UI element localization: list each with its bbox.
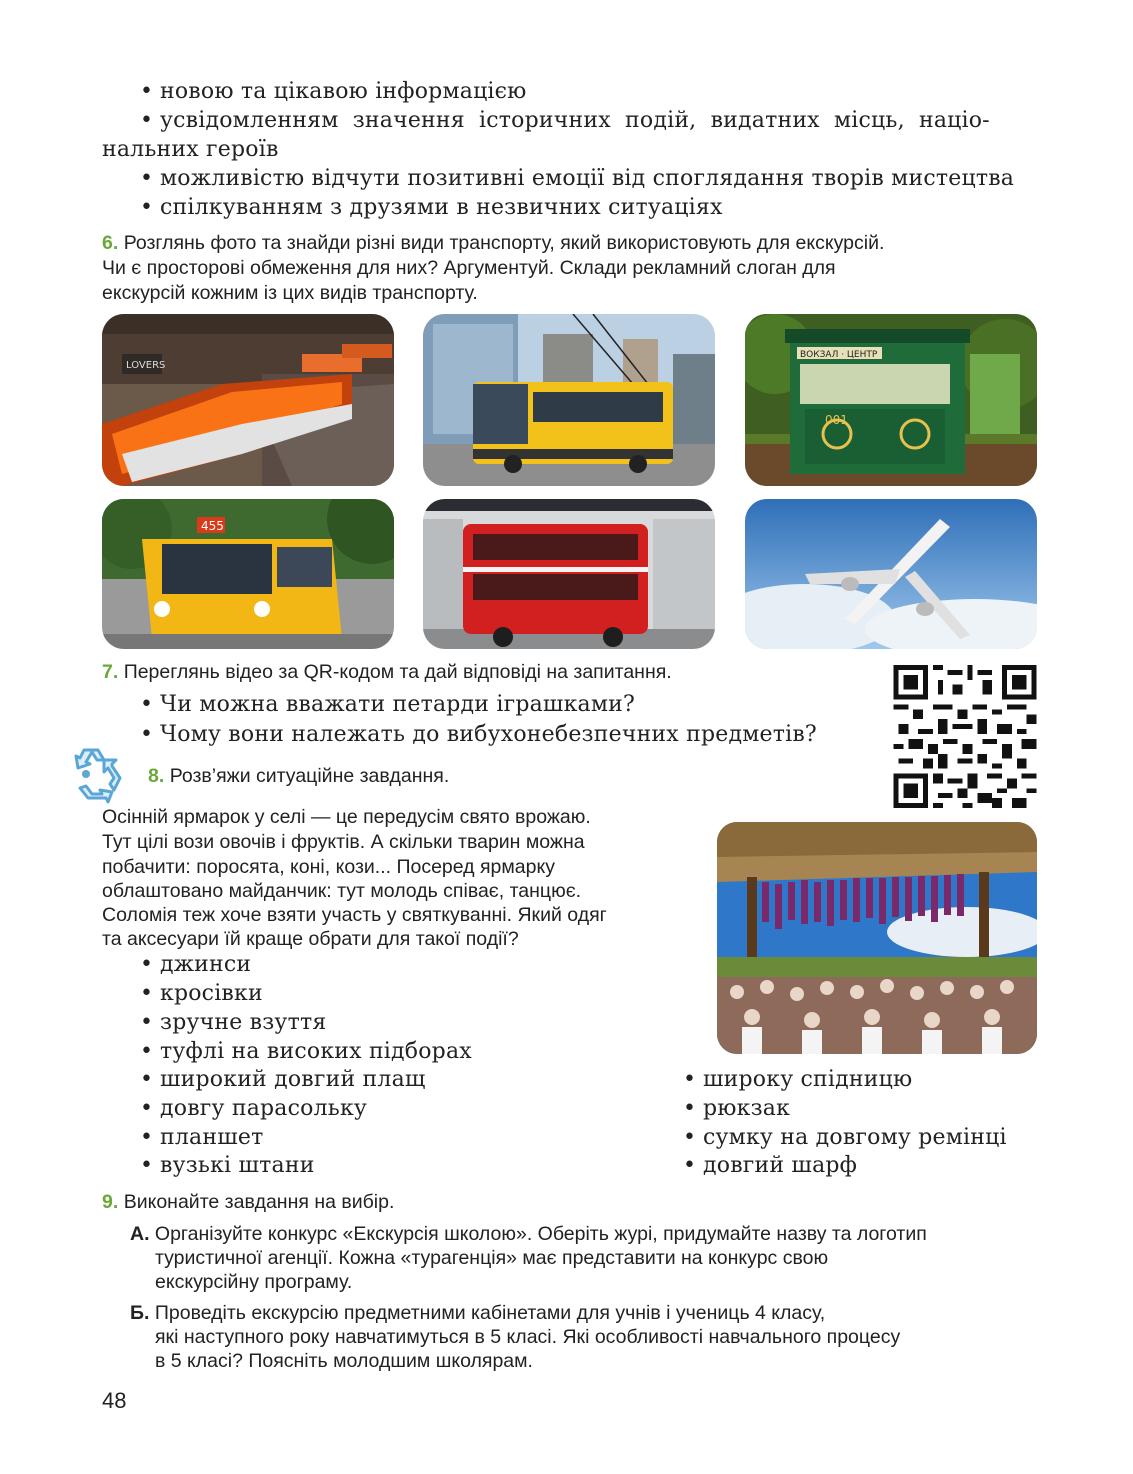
intro-item-3: • можливістю відчути позитивні емоції від споглядання творів мистецтва	[140, 166, 1015, 191]
task9-option-b-3: в 5 класі? Поясніть молодшим школярам.	[155, 1350, 533, 1372]
intro-item-1: • новою та цікавою інформацією	[140, 79, 527, 104]
task7-question-2: • Чому вони належать до вибухонебезпечних предметів?	[140, 722, 817, 747]
task7-question-1: • Чи можна вважати петарди іграшками?	[140, 692, 636, 717]
clothing-option: • широку спідницю	[683, 1067, 913, 1092]
tram-photo	[745, 314, 1037, 486]
clothing-option: • планшет	[140, 1125, 264, 1150]
option-a-letter: А.	[130, 1223, 150, 1245]
task6-line3: екскурсій кожним із цих видів транспорту.	[102, 282, 478, 304]
intro-item-4: • спілкуванням з друзями в незвичних ситуаціях	[140, 195, 723, 220]
task9-option-b-1: Б. Проведіть екскурсію предметними кабінетами для учнів і учениць 4 класу,	[130, 1302, 826, 1324]
task8-number: 8.	[148, 765, 165, 787]
clothing-option: • рюкзак	[683, 1096, 791, 1121]
task7-number: 7.	[102, 661, 119, 683]
tram-route-sign: ВОКЗАЛ · ЦЕНТР	[800, 350, 878, 360]
qr-code[interactable]	[892, 665, 1038, 808]
fair-photo	[717, 822, 1037, 1054]
task6-line1: 6. Розглянь фото та знайди різні види транспорту, який використовують для екскурсій.	[102, 232, 885, 254]
clothing-option: • широкий довгий плащ	[140, 1067, 426, 1092]
task9-option-a-3: екскурсійну програму.	[155, 1271, 353, 1293]
intro-item-2-cont: нальних героїв	[102, 137, 279, 162]
task7-line: 7. Переглянь відео за QR-кодом та дай відповіді на запитання.	[102, 661, 672, 683]
task8-text-2: Тут цілі вози овочів і фруктів. А скільки тварин можна	[102, 831, 585, 853]
minibus-photo	[102, 499, 394, 649]
task9-option-a-2: туристичної агенції. Кожна «турагенція» має представити на конкурс свою	[155, 1247, 829, 1269]
task9-option-a-1: А. Організуйте конкурс «Екскурсія школою». Оберіть журі, придумайте назву та логотип	[130, 1223, 927, 1245]
task9-line: 9. Виконайте завдання на вибір.	[102, 1191, 395, 1213]
clothing-option: • туфлі на високих підборах	[140, 1039, 472, 1064]
task8-text-1: Осінній ярмарок у селі — це передусім свято врожаю.	[102, 806, 591, 828]
double-decker-photo	[423, 499, 715, 649]
task9-option-b-2: які наступного року навчатимуться в 5 класі. Які особливості навчального процесу	[155, 1326, 901, 1348]
task8-text-3: побачити: поросята, коні, кози... Посеред ярмарку	[102, 856, 555, 878]
trolleybus-photo	[423, 314, 715, 486]
clothing-option: • довгий шарф	[683, 1153, 858, 1178]
task6-line2: Чи є просторові обмеження для них? Аргументуй. Склади рекламний слоган для	[102, 257, 836, 279]
task8-text-6: та аксесуари їй краще обрати для такої події?	[102, 928, 519, 950]
clothing-option: • джинси	[140, 952, 252, 977]
boat-photo	[102, 314, 394, 486]
task9-number: 9.	[102, 1191, 119, 1213]
clothing-option: • зручне взуття	[140, 1010, 327, 1035]
recycle-icon	[64, 744, 130, 804]
task8-text-4: облаштовано майданчик: тут молодь співає, танцює.	[102, 880, 582, 902]
intro-item-2: • усвідомленням значення історичних подій, видатних місць, націо-	[140, 108, 990, 133]
minibus-route-number: 455	[201, 519, 224, 533]
clothing-option: • вузькі штани	[140, 1153, 315, 1178]
task6-number: 6.	[102, 232, 119, 254]
task8-text-5: Соломія теж хоче взяти участь у святкуванні. Який одяг	[102, 904, 607, 926]
airplane-photo	[745, 499, 1037, 649]
tram-number: 001	[825, 413, 848, 427]
clothing-option: • довгу парасольку	[140, 1096, 368, 1121]
clothing-option: • сумку на довгому ремінці	[683, 1125, 1007, 1150]
page-number: 48	[102, 1388, 127, 1413]
task8-line: 8. Розв’яжи ситуаційне завдання.	[148, 765, 450, 787]
clothing-option: • кросівки	[140, 981, 263, 1006]
option-b-letter: Б.	[130, 1302, 150, 1324]
boat-sign-text: LOVERS	[126, 360, 166, 371]
